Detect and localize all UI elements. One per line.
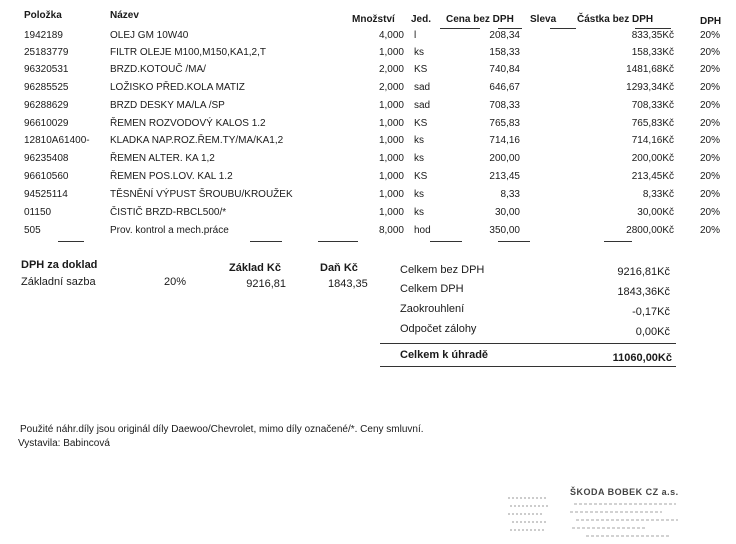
vat-row-label: Základní sazba [21,276,96,288]
row-vat: 20% [700,225,721,236]
table-row [0,45,736,62]
row-vat: 20% [700,47,721,58]
total-label: Odpočet zálohy [400,323,477,335]
totals-rule [380,366,676,367]
row-item: 96610029 [24,118,69,129]
table-row [0,62,736,79]
stamp-scribble-icon [506,490,552,534]
issued-by: Vystavila: Babincová [18,438,110,449]
table-row [0,116,736,133]
row-unit: ks [414,189,424,200]
row-name: LOŽISKO PŘED.KOLA MATIZ [110,82,245,93]
grand-total-value: 11060,00Kč [612,352,672,364]
row-price: 740,84 [489,64,520,75]
row-vat: 20% [700,30,721,41]
row-price: 158,33 [489,47,520,58]
row-vat: 20% [700,118,721,129]
row-qty: 1,000 [378,118,404,129]
stamp-left [506,490,552,534]
row-qty: 2,000 [378,64,404,75]
col-header-amount: Částka bez DPH [577,14,654,25]
row-qty: 4,000 [378,30,404,41]
table-rule [318,241,358,242]
row-vat: 20% [700,189,721,200]
row-amount: 765,83Kč [631,118,674,129]
row-vat: 20% [700,64,721,75]
col-header-name: Název [110,10,139,21]
total-value: 0,00Kč [635,326,670,338]
vat-col-tax: Daň Kč [320,262,358,274]
col-header-item: Položka [24,10,62,21]
row-price: 765,83 [489,118,520,129]
row-name: BRZD.KOTOUČ /MA/ [110,64,206,75]
row-amount: 213,45Kč [631,171,674,182]
row-vat: 20% [700,100,721,111]
col-header-qty: Množství [352,14,395,25]
row-qty: 1,000 [378,47,404,58]
row-amount: 708,33Kč [631,100,674,111]
row-item: 505 [24,225,41,236]
row-item: 96320531 [24,64,69,75]
total-value: -0,17Kč [632,306,670,318]
grand-total-label: Celkem k úhradě [400,349,489,361]
row-price: 714,16 [489,135,520,146]
vat-row-rate: 20% [164,276,187,288]
row-unit: KS [414,171,428,182]
parts-note: Použité náhr.díly jsou originál díly Daewoo/Chevrolet, mimo díly označené/*. Ceny smluvní. [20,424,424,435]
row-item: 96288629 [24,100,69,111]
table-row [0,187,736,204]
stamp-lines-icon [566,500,684,540]
row-name: TĚSNĚNÍ VÝPUST ŠROUBU/KROUŽEK [110,189,293,200]
row-item: 1942189 [24,30,63,41]
table-rule [430,241,462,242]
total-label: Zaokrouhlení [400,303,465,315]
company-stamp [566,484,684,540]
total-value: 9216,81Kč [617,266,670,278]
row-unit: hod [414,225,431,236]
row-amount: 833,35Kč [631,30,674,41]
table-row [0,151,736,168]
row-name: KLADKA NAP.ROZ.ŘEM.TY/MA/KA1,2 [110,135,284,146]
row-qty: 1,000 [378,100,404,111]
row-item: 12810A61400- [24,135,90,146]
row-qty: 8,000 [378,225,404,236]
row-amount: 8,33Kč [642,189,674,200]
row-unit: ks [414,47,424,58]
row-unit: sad [414,82,431,93]
row-qty: 2,000 [378,82,404,93]
row-amount: 30,00Kč [637,207,674,218]
row-amount: 200,00Kč [631,153,674,164]
row-unit: ks [414,153,424,164]
row-unit: ks [414,135,424,146]
col-header-unit: Jed. [411,14,432,25]
total-label: Celkem bez DPH [400,264,485,276]
row-vat: 20% [700,207,721,218]
row-qty: 1,000 [378,153,404,164]
row-item: 25183779 [24,47,69,58]
row-price: 8,33 [500,189,520,200]
row-amount: 1293,34Kč [626,82,674,93]
row-name: FILTR OLEJE M100,M150,KA1,2,T [110,47,266,58]
col-header-discount: Sleva [530,14,557,25]
vat-row-base: 9216,81 [246,278,286,290]
vat-summary-title: DPH za doklad [21,259,98,271]
row-qty: 1,000 [378,189,404,200]
table-rule [250,241,282,242]
total-value: 1843,36Kč [617,286,670,298]
row-item: 96235408 [24,153,69,164]
row-unit: KS [414,118,428,129]
row-name: ČISTIČ BRZD-RBCL500/* [110,207,227,218]
row-price: 200,00 [489,153,520,164]
vat-row-tax: 1843,35 [328,278,368,290]
table-row [0,80,736,97]
row-unit: ks [414,207,424,218]
row-item: 01150 [24,207,52,218]
col-header-vat: DPH [700,16,722,27]
table-row [0,28,736,45]
row-name: Prov. kontrol a mech.práce [110,225,229,236]
row-name: BRZD DESKY MA/LA /SP [110,100,225,111]
col-header-price: Cena bez DPH [446,14,514,25]
row-item: 96285525 [24,82,69,93]
row-name: ŘEMEN POS.LOV. KAL 1.2 [110,171,233,182]
vat-col-base: Základ Kč [229,262,281,274]
totals-rule [380,343,676,344]
row-qty: 1,000 [378,135,404,146]
table-rule [58,241,84,242]
total-label: Celkem DPH [400,283,464,295]
table-row [0,98,736,115]
row-price: 708,33 [489,100,520,111]
row-unit: l [414,30,417,41]
row-amount: 1481,68Kč [626,64,674,75]
row-name: ŘEMEN ROZVODOVÝ KALOS 1.2 [110,118,266,129]
table-rule [498,241,530,242]
table-row [0,169,736,186]
row-price: 213,45 [489,171,520,182]
table-row [0,133,736,150]
row-amount: 2800,00Kč [626,225,674,236]
stamp-title: ŠKODA BOBEK CZ a.s. [570,487,679,497]
row-name: OLEJ GM 10W40 [110,30,189,41]
row-item: 94525114 [24,189,68,200]
row-item: 96610560 [24,171,69,182]
row-qty: 1,000 [378,171,404,182]
row-unit: KS [414,64,428,75]
row-vat: 20% [700,135,721,146]
table-row [0,205,736,222]
table-rule [604,241,632,242]
row-amount: 714,16Kč [631,135,674,146]
row-unit: sad [414,100,431,111]
row-price: 208,34 [489,30,520,41]
row-price: 646,67 [489,82,520,93]
row-name: ŘEMEN ALTER. KA 1,2 [110,153,215,164]
row-price: 350,00 [489,225,520,236]
table-row [0,223,736,240]
row-vat: 20% [700,171,721,182]
row-amount: 158,33Kč [631,47,674,58]
row-price: 30,00 [494,207,520,218]
row-qty: 1,000 [378,207,404,218]
row-vat: 20% [700,82,721,93]
row-vat: 20% [700,153,721,164]
